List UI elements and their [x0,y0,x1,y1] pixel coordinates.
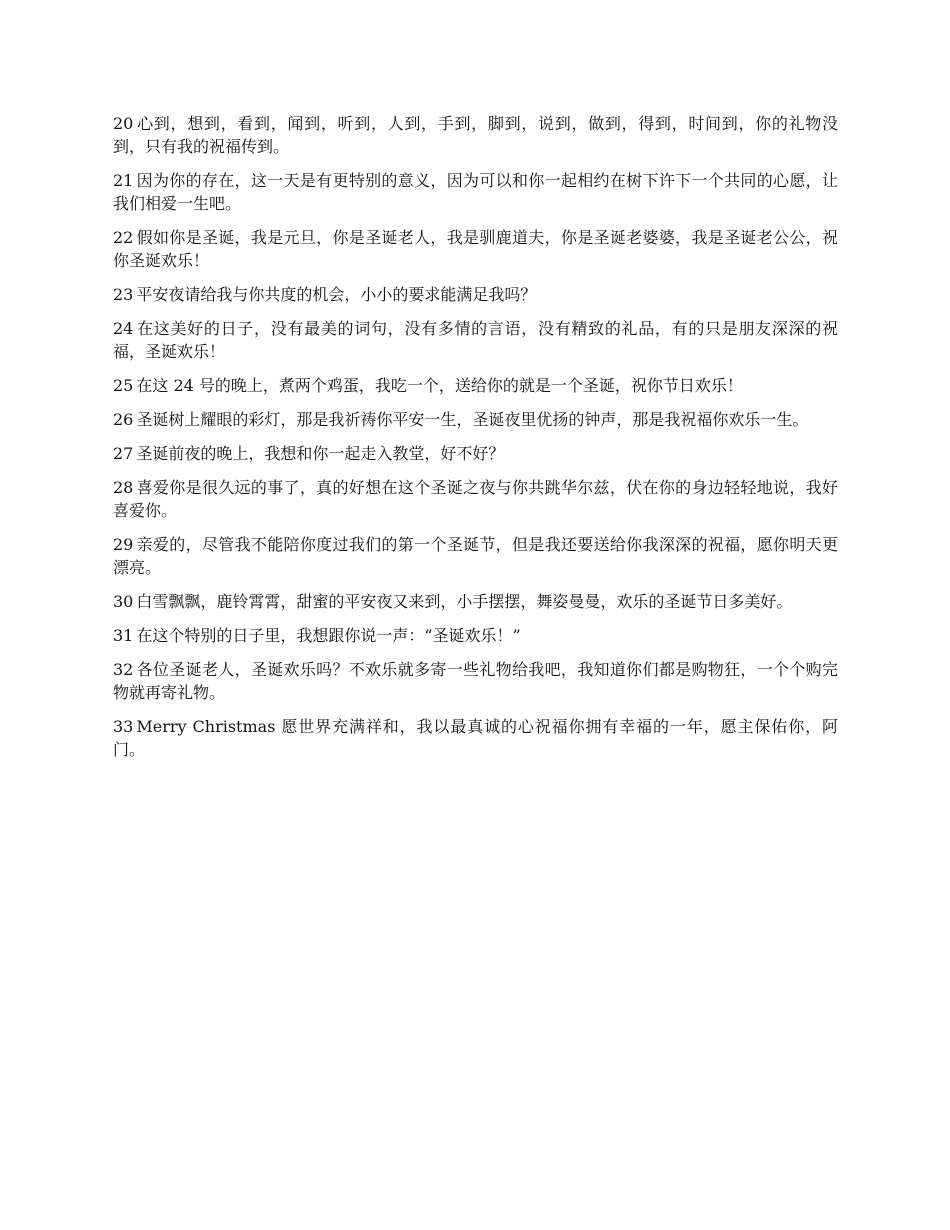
paragraph-number: 22 [113,228,134,247]
paragraph-23 [113,283,838,306]
paragraph-text: 因为你的存在，这一天是有更特别的意义，因为可以和你一起相约在树下许下一个共同的心愿，让我们相爱一生吧。 [113,171,838,213]
paragraph-number: 24 [113,319,134,338]
paragraph-number: 29 [113,535,134,554]
paragraph-number: 23 [113,285,134,304]
paragraph-text: 圣诞树上耀眼的彩灯，那是我祈祷你平安一生，圣诞夜里优扬的钟声，那是我祝福你欢乐一生。 [136,410,809,429]
paragraph-22 [113,226,838,272]
paragraph-text: 在这美好的日子，没有最美的词句，没有多情的言语，没有精致的礼品，有的只是朋友深深的祝福，圣诞欢乐！ [113,319,838,361]
paragraph-25 [113,374,838,397]
paragraph-number: 26 [113,410,134,429]
paragraph-text: 心到，想到，看到，闻到，听到，人到，手到，脚到，说到，做到，得到，时间到，你的礼物没到，只有我的祝福传到。 [113,114,838,156]
paragraph-32 [113,658,838,704]
paragraph-number: 33 [113,717,134,736]
paragraph-text: Merry Christmas 愿世界充满祥和，我以最真诚的心祝福你拥有幸福的一年，愿主保佑你，阿门。 [113,717,838,759]
paragraph-29 [113,533,838,579]
paragraph-text: 假如你是圣诞，我是元旦，你是圣诞老人，我是驯鹿道夫，你是圣诞老婆婆，我是圣诞老公公，祝你圣诞欢乐！ [113,228,838,270]
paragraph-number: 31 [113,626,134,645]
paragraph-31 [113,624,838,647]
paragraph-number: 30 [113,592,134,611]
paragraph-20 [113,112,838,158]
paragraph-text: 亲爱的，尽管我不能陪你度过我们的第一个圣诞节，但是我还要送给你我深深的祝福，愿你明天更漂亮。 [113,535,838,577]
paragraph-number: 27 [113,444,134,463]
paragraph-28 [113,476,838,522]
paragraph-21 [113,169,838,215]
paragraph-text: 平安夜请给我与你共度的机会，小小的要求能满足我吗？ [136,285,537,304]
paragraph-text: 喜爱你是很久远的事了，真的好想在这个圣诞之夜与你共跳华尔兹，伏在你的身边轻轻地说，我好喜爱你。 [113,478,838,520]
paragraph-text: 各位圣诞老人，圣诞欢乐吗？不欢乐就多寄一些礼物给我吧，我知道你们都是购物狂，一个个购完物就再寄礼物。 [113,660,838,702]
paragraph-number: 32 [113,660,134,679]
paragraph-27 [113,442,838,465]
paragraph-30 [113,590,838,613]
paragraph-text: 白雪飘飘，鹿铃霄霄，甜蜜的平安夜又来到，小手摆摆，舞姿曼曼，欢乐的圣诞节日多美好。 [136,592,793,611]
paragraph-33 [113,715,838,761]
paragraph-text: 在这个特别的日子里，我想跟你说一声：“圣诞欢乐！” [136,626,521,645]
paragraph-number: 21 [113,171,134,190]
paragraph-24 [113,317,838,363]
paragraph-text: 圣诞前夜的晚上，我想和你一起走入教堂，好不好？ [136,444,505,463]
paragraph-number: 25 [113,376,134,395]
paragraph-26 [113,408,838,431]
paragraph-number: 28 [113,478,134,497]
paragraph-number: 20 [113,114,134,133]
document-body [113,112,838,772]
paragraph-text: 在这 24 号的晚上，煮两个鸡蛋，我吃一个，送给你的就是一个圣诞，祝你节日欢乐！ [136,376,743,395]
